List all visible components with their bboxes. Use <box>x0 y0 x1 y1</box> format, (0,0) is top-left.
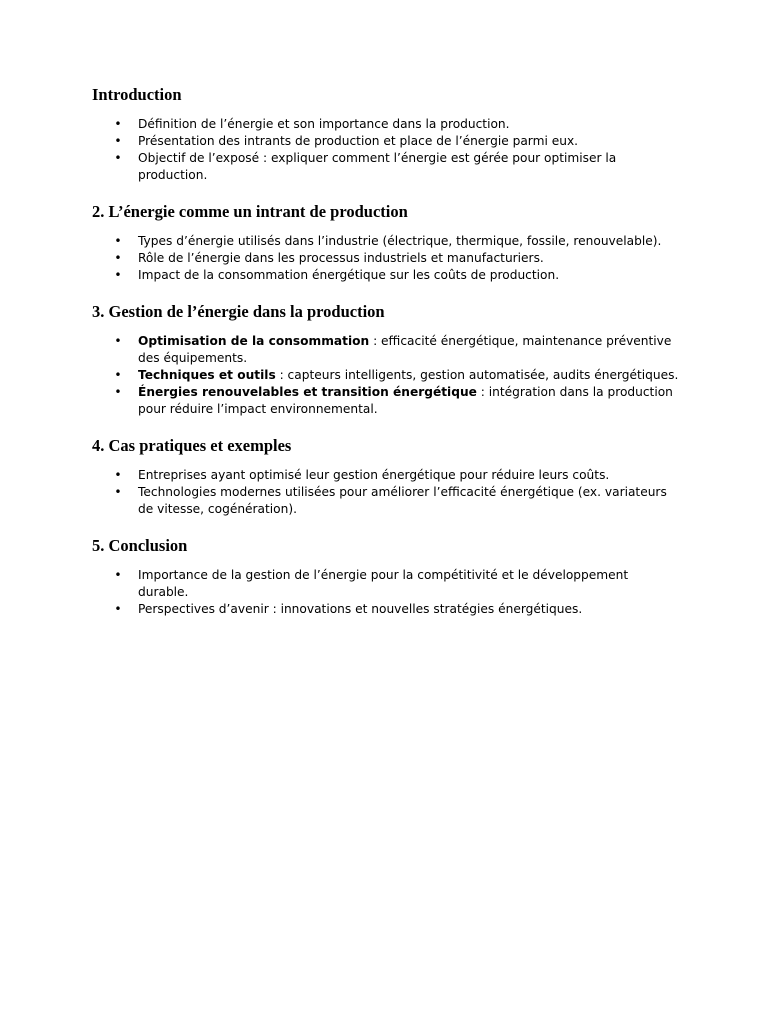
list-item-text <box>138 602 582 616</box>
list-item <box>92 467 682 484</box>
list-item <box>92 367 682 384</box>
bullet-icon: • <box>114 151 122 165</box>
section-heading: 2. L’énergie comme un intrant de production <box>92 202 408 221</box>
list-item-description: Perspectives d’avenir : innovations et nouvelles stratégies énergétiques. <box>138 602 583 616</box>
list-item-description: Présentation des intrants de production et place de l’énergie parmi eux. <box>138 134 579 148</box>
list-item-text <box>138 468 609 482</box>
list-item <box>92 384 682 418</box>
list-item <box>92 233 682 250</box>
list-item-description: : intégration dans la production pour réduire l’impact environnemental. <box>138 385 673 416</box>
list-item-description: Importance de la gestion de l’énergie pour la compétitivité et le développement durable. <box>138 568 629 599</box>
list-item-text <box>138 334 671 365</box>
list-item <box>92 484 682 518</box>
list-item-text <box>138 485 667 516</box>
list-item-description: : efficacité énergétique, maintenance préventive des équipements. <box>138 334 672 365</box>
bullet-icon: • <box>114 468 122 482</box>
section-1 <box>92 84 682 184</box>
section-5 <box>92 535 682 618</box>
list-item-description: Impact de la consommation énergétique sur les coûts de production. <box>138 268 560 282</box>
section-heading: 4. Cas pratiques et exemples <box>92 436 292 455</box>
list-item-text <box>138 268 559 282</box>
list-item-text <box>138 385 673 416</box>
bullet-list <box>92 333 682 418</box>
bullet-list <box>92 233 682 284</box>
list-item-description: Définition de l’énergie et son importance dans la production. <box>138 117 510 131</box>
list-item-text <box>138 151 616 182</box>
bullet-list <box>92 567 682 618</box>
bullet-icon: • <box>114 485 122 499</box>
section-heading: Introduction <box>92 85 182 104</box>
list-item-term: Optimisation de la consommation <box>138 334 370 348</box>
bullet-icon: • <box>114 368 122 382</box>
list-item-term: Énergies renouvelables et transition énergétique <box>138 385 477 399</box>
bullet-icon: • <box>114 234 122 248</box>
list-item <box>92 333 682 367</box>
bullet-icon: • <box>114 117 122 131</box>
list-item <box>92 601 682 618</box>
bullet-icon: • <box>114 134 122 148</box>
list-item-description: Technologies modernes utilisées pour améliorer l’efficacité énergétique (ex. variateurs de vitesse, cogénération). <box>138 485 667 516</box>
list-item <box>92 267 682 284</box>
list-item-text <box>138 234 661 248</box>
list-item-text <box>138 251 544 265</box>
list-item-description: Entreprises ayant optimisé leur gestion énergétique pour réduire leurs coûts. <box>138 468 610 482</box>
bullet-icon: • <box>114 568 122 582</box>
list-item-text <box>138 568 628 599</box>
document-body <box>92 84 682 635</box>
bullet-icon: • <box>114 334 122 348</box>
bullet-icon: • <box>114 251 122 265</box>
list-item <box>92 150 682 184</box>
bullet-icon: • <box>114 268 122 282</box>
section-2 <box>92 201 682 284</box>
list-item-description: Types d’énergie utilisés dans l’industrie (électrique, thermique, fossile, renouvelable). <box>138 234 662 248</box>
list-item <box>92 250 682 267</box>
section-heading: 5. Conclusion <box>92 536 188 555</box>
section-3 <box>92 301 682 418</box>
bullet-list <box>92 116 682 184</box>
list-item-term: Techniques et outils <box>138 368 276 382</box>
list-item <box>92 567 682 601</box>
list-item-text <box>138 134 578 148</box>
bullet-list <box>92 467 682 518</box>
bullet-icon: • <box>114 385 122 399</box>
list-item <box>92 116 682 133</box>
list-item-description: : capteurs intelligents, gestion automatisée, audits énergétiques. <box>275 368 679 382</box>
list-item <box>92 133 682 150</box>
list-item-description: Objectif de l’exposé : expliquer comment l’énergie est gérée pour optimiser la production. <box>138 151 617 182</box>
section-heading: 3. Gestion de l’énergie dans la production <box>92 302 385 321</box>
list-item-description: Rôle de l’énergie dans les processus industriels et manufacturiers. <box>138 251 544 265</box>
list-item-text <box>138 368 678 382</box>
bullet-icon: • <box>114 602 122 616</box>
section-4 <box>92 435 682 518</box>
list-item-text <box>138 117 510 131</box>
